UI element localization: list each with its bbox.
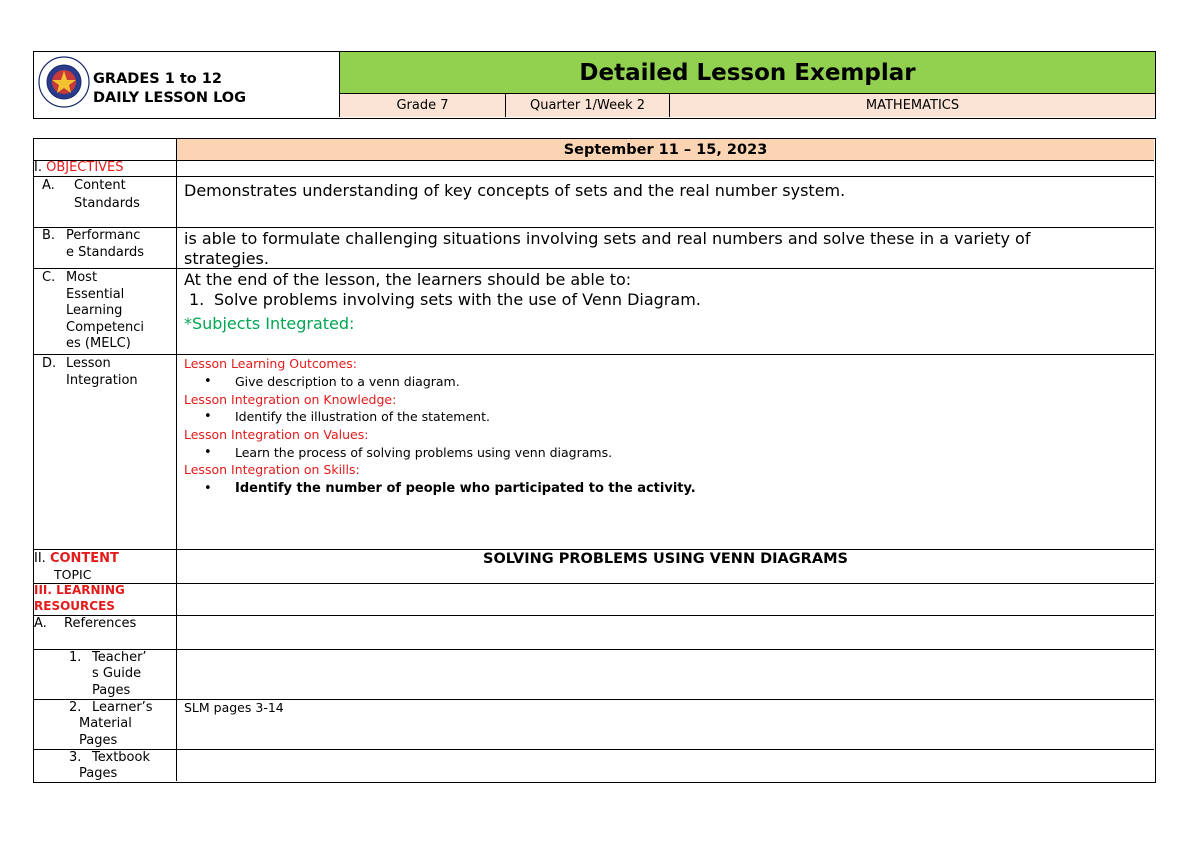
document-title: Detailed Lesson Exemplar xyxy=(340,52,1155,94)
integration-heading-outcomes: Lesson Learning Outcomes: xyxy=(184,356,358,371)
grade-cell: Grade 7 xyxy=(340,94,506,117)
learners-material-label-2: Material xyxy=(79,716,132,731)
teachers-guide-label-2: s Guide xyxy=(92,666,142,681)
meta-row xyxy=(340,94,1155,117)
melc-label-3: Learning xyxy=(66,303,123,318)
resources-label2: RESOURCES xyxy=(34,599,115,613)
melc-intro: At the end of the lesson, the learners should be able to: xyxy=(184,270,632,289)
content-standards-label1: Content xyxy=(74,178,126,193)
performance-standards-num: B. xyxy=(42,228,56,243)
integration-bullet-skills: Identify the number of people who participated to the activity. xyxy=(235,481,696,496)
content-standards-num: A. xyxy=(42,178,55,193)
content-label: II. CONTENT xyxy=(34,551,119,566)
melc-label-5: es (MELC) xyxy=(66,336,131,351)
learners-material-label-1: Learner’s xyxy=(92,700,153,715)
row-divider xyxy=(34,227,1154,228)
row-divider xyxy=(34,176,1154,177)
integration-heading-skills: Lesson Integration on Skills: xyxy=(184,462,360,477)
integration-heading-knowledge: Lesson Integration on Knowledge: xyxy=(184,392,397,407)
performance-standards-label1: Performanc xyxy=(66,228,141,243)
row-divider xyxy=(34,649,1154,650)
learners-material-label-3: Pages xyxy=(79,733,118,748)
integration-heading-values: Lesson Integration on Values: xyxy=(184,427,369,442)
subjects-integrated: *Subjects Integrated: xyxy=(184,314,355,333)
learners-material-text: SLM pages 3-14 xyxy=(184,700,284,715)
integration-bullet-knowledge: Identify the illustration of the statement. xyxy=(235,409,490,424)
integration-bullet-values: Learn the process of solving problems using venn diagrams. xyxy=(235,445,613,460)
row-divider xyxy=(34,583,1154,584)
deped-seal-logo xyxy=(38,56,90,108)
bullet-icon: • xyxy=(204,409,212,424)
lesson-integration-label1: Lesson xyxy=(66,356,111,371)
melc-label-1: Most xyxy=(66,270,98,285)
bullet-icon: • xyxy=(204,445,212,460)
melc-item-num: 1. xyxy=(189,290,205,309)
melc-num: C. xyxy=(42,270,56,285)
lesson-header xyxy=(33,51,1156,119)
references-num: A. xyxy=(34,616,47,631)
integration-bullet-outcomes: Give description to a venn diagram. xyxy=(235,374,460,389)
textbook-label-2: Pages xyxy=(79,766,118,781)
learners-material-num: 2. xyxy=(69,700,82,715)
teachers-guide-label-3: Pages xyxy=(92,683,131,698)
bullet-icon: • xyxy=(204,481,212,496)
content-standards-text: Demonstrates understanding of key concepts of sets and the real number system. xyxy=(184,181,846,200)
quarter-cell: Quarter 1/Week 2 xyxy=(506,94,670,117)
topic-label: TOPIC xyxy=(54,567,92,582)
melc-item: Solve problems involving sets with the use of Venn Diagram. xyxy=(214,290,701,309)
subject-cell: MATHEMATICS xyxy=(865,98,960,113)
row-divider xyxy=(34,268,1154,269)
column-divider xyxy=(176,139,177,781)
date-range: September 11 – 15, 2023 xyxy=(563,141,768,158)
performance-standards-text2: strategies. xyxy=(184,249,269,268)
topic-title: SOLVING PROBLEMS USING VENN DIAGRAMS xyxy=(483,551,848,567)
performance-standards-label2: e Standards xyxy=(66,245,145,260)
row-divider xyxy=(34,615,1154,616)
melc-label-4: Competenci xyxy=(66,320,145,335)
lesson-integration-label2: Integration xyxy=(66,373,138,388)
row-divider xyxy=(34,549,1154,550)
textbook-label-1: Textbook xyxy=(92,750,150,765)
school-title-line2: DAILY LESSON LOG xyxy=(93,90,247,106)
resources-label1: III. LEARNING xyxy=(34,583,125,597)
row-divider xyxy=(34,749,1154,750)
melc-label-2: Essential xyxy=(66,287,125,302)
lesson-table xyxy=(33,138,1156,783)
teachers-guide-label-1: Teacher’ xyxy=(92,650,147,665)
references-label: References xyxy=(64,616,137,631)
performance-standards-text1: is able to formulate challenging situations involving sets and real numbers and solve these in a variety of xyxy=(184,229,1031,248)
textbook-num: 3. xyxy=(69,750,82,765)
teachers-guide-num: 1. xyxy=(69,650,82,665)
lesson-integration-num: D. xyxy=(42,356,57,371)
bullet-icon: • xyxy=(204,374,212,389)
objectives-label: I. OBJECTIVES xyxy=(34,160,124,175)
content-standards-label2: Standards xyxy=(74,196,140,211)
school-block xyxy=(34,52,340,117)
school-title-line1: GRADES 1 to 12 xyxy=(93,71,222,87)
row-divider xyxy=(34,160,1154,161)
